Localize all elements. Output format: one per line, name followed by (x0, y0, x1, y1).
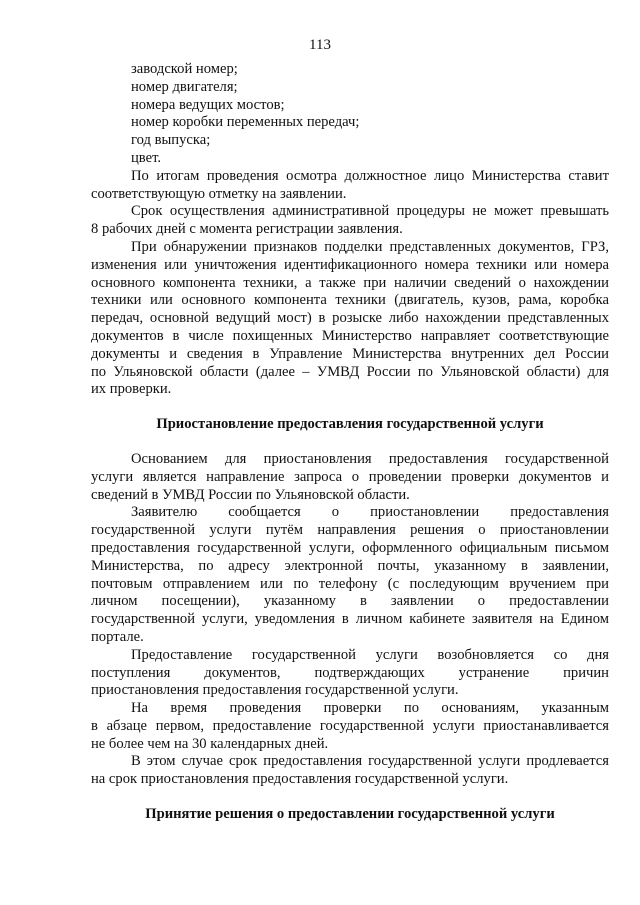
paragraph-line: поступления документов, подтверждающих устранение причин (91, 664, 609, 681)
paragraph-line: Срок осуществления административной процедуры не может превышать (131, 203, 609, 220)
section-heading: Принятие решения о предоставлении государственной услуги (145, 806, 555, 823)
paragraph-line: техники или основного компонента техники (двигатель, кузов, рама, коробка (91, 292, 609, 309)
list-item: цвет. (131, 149, 162, 166)
paragraph-line: По итогам проведения осмотра должностное лицо Министерства ставит (131, 167, 609, 184)
paragraph-line: Предоставление государственной услуги возобновляется со дня (131, 646, 609, 663)
paragraph-line: соответствующую отметку на заявлении. (91, 185, 347, 202)
paragraph-line: приостановления предоставления государственной услуги. (91, 682, 459, 699)
paragraph-line: по Ульяновской области (далее – УМВД России по Ульяновской области) для (91, 363, 609, 380)
paragraph-line: Заявителю сообщается о приостановлении предоставления (131, 504, 609, 521)
paragraph-line: на срок приостановления предоставления государственной услуги. (91, 771, 509, 788)
paragraph-line: предоставления государственной услуги, оформленного официальным письмом (91, 539, 609, 556)
paragraph-line: государственной услуги путём направления решения о приостановлении (91, 522, 609, 539)
paragraph-line: документов в числе похищенных Министерство направляет соответствующие (91, 327, 609, 344)
paragraph-line: их проверки. (91, 381, 172, 398)
list-item: номер двигателя; (131, 78, 238, 95)
list-block (91, 61, 609, 168)
paragraph-line: основного компонента техники, а также при наличии сведений о нахождении (91, 274, 609, 291)
paragraph-line: изменения или уничтожения идентификационного номера техники или номера (91, 256, 609, 273)
document-body (91, 61, 609, 824)
paragraph (91, 753, 609, 789)
paragraph-line: Основанием для приостановления предоставления государственной (131, 450, 609, 467)
paragraph-line: При обнаружении признаков подделки представленных документов, ГРЗ, (131, 238, 609, 255)
list-item: номер коробки переменных передач; (131, 114, 360, 131)
paragraph-line: услуги является направление запроса о проведении проверки документов и (91, 468, 609, 485)
paragraph (91, 451, 609, 504)
paragraph-line: Министерства, по адресу электронной почты, указанному в заявлении, (91, 557, 609, 574)
paragraph (91, 239, 609, 399)
list-item: заводской номер; (131, 61, 238, 77)
paragraph-line: передач, основной ведущий мост) в розыске либо нахождении представленных (91, 310, 609, 327)
paragraph-line: не более чем на 30 календарных дней. (91, 735, 329, 752)
paragraph-line: 8 рабочих дней с момента регистрации заявления. (91, 221, 403, 238)
paragraph-line: в абзаце первом, предоставление государственной услуги приостанавливается (91, 717, 609, 734)
page-number: 113 (309, 37, 331, 53)
list-item: номера ведущих мостов; (131, 96, 285, 113)
paragraph (91, 647, 609, 700)
paragraph (91, 168, 609, 204)
list-item: год выпуска; (131, 132, 211, 149)
paragraph-line: личном посещении), указанному в заявлении о предоставлении (91, 593, 609, 610)
paragraph-line: В этом случае срок предоставления государственной услуги продлевается (131, 753, 609, 770)
section-heading: Приостановление предоставления государственной услуги (156, 416, 544, 433)
paragraph-line: сведений в УМВД России по Ульяновской области. (91, 486, 410, 503)
paragraph (91, 203, 609, 239)
paragraph-line: На время проведения проверки по основаниям, указанным (131, 700, 609, 717)
paragraph-line: государственной услуги, уведомления в личном кабинете заявителя на Едином (91, 611, 609, 628)
paragraph-line: почтовым отправлением или по телефону (с последующим вручением при (91, 575, 609, 592)
paragraph-line: документы и сведения в Управление Министерства внутренних дел России (91, 345, 609, 362)
paragraph-line: портале. (91, 628, 144, 645)
paragraph (91, 504, 609, 646)
paragraph (91, 700, 609, 753)
